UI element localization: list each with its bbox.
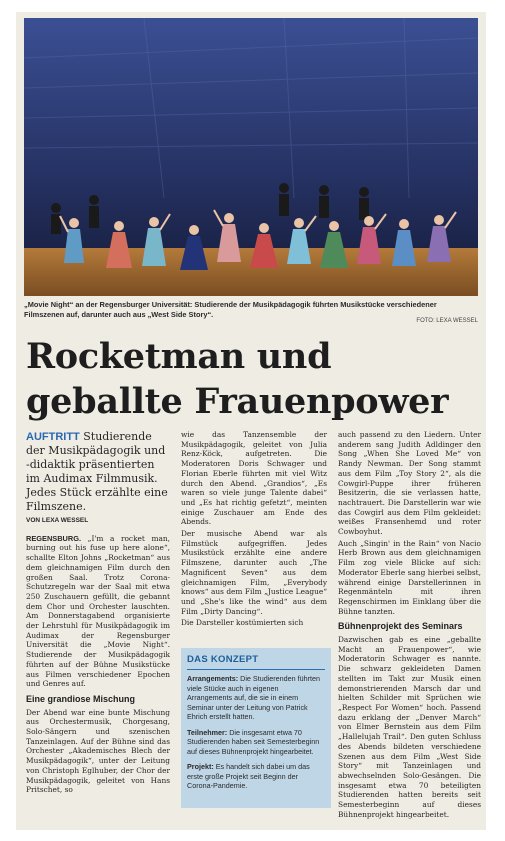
info-box-item xyxy=(181,674,331,722)
photo-caption: „Movie Night“ an der Regensburger Universität: Studierende der Musikpädagogik führten Musikstücke verschiedener Filmszenen auf, darunter auch aus „West Side Story“. xyxy=(24,300,437,319)
info-box-divider xyxy=(187,669,325,670)
body-paragraph: Der Abend war eine bunte Mischung aus Orchestermusik, Chorgesang, Solo-Sängern und szenischen Tanzeinlagen. Auf der Bühne sind das Orchester „Akademisches Blech der Musikpädagogik“, unter der Leitung von Christoph Eglhuber, der Chor der Musikpädagogik, geleitet von Hans Pritschet, so xyxy=(26,707,170,795)
info-box-text: Es handelt sich dabei um das erste große Projekt seit Beginn der Corona-Pandemie. xyxy=(187,762,310,790)
info-box-text: Die insgesamt etwa 70 Studierenden haben seit Semesterbeginn auf dieses Bühnenprojekt hingearbeitet. xyxy=(187,727,320,756)
body-paragraph: Dazwischen gab es eine „geballte Macht an Frauenpower“, wie Moderatorin Schwager es nannte. Die schwarz gekleideten Damen stellten im Takt zur Musik einen demonstrierenden Marsch dar und hielten Schilder mit Sprüchen wie „Respect For Women“ hoch. Passend dazu erklang der „Denver March“ von Elmer Bernstein aus dem Film „Hallelujah Trail“. Den guten Schluss des Abends bildeten verschiedene Szenen aus dem Film „West Side Story“ mit Tanzeinlagen und abwechselnden Solo-Gesängen. Die insgesamt etwa 70 beteiligten Studierenden hatten bereits seit Semesterbeginn auf dieses Bühnenprojekt hingearbeitet. xyxy=(338,635,481,819)
info-box-title: DAS KONZEPT xyxy=(187,654,259,665)
body-paragraph: Der musische Abend war als Filmstück aufgegriffen. Jedes Musikstück erzählte eine andere Filmszene, darunter auch „The Magnificent Seven“ aus dem gleichnamigen Film, „Everybody knows“ aus dem Film „Justice League“ und „She's like the wind“ aus dem Film „Dirty Dancing“. xyxy=(181,529,327,616)
subheading: Bühnenprojekt des Seminars xyxy=(338,621,463,632)
stage-photo-illustration xyxy=(24,18,478,296)
body-paragraph xyxy=(26,534,170,689)
info-box-item xyxy=(181,728,331,757)
info-box xyxy=(181,648,331,808)
article-column-2 xyxy=(181,430,327,630)
lead-kicker: AUFTRITT xyxy=(26,431,80,443)
body-paragraph: wie das Tanzensemble der Musikpädagogik, geleitet von Julia Renz-Köck, aufgetreten. Die Moderatoren Doris Schwager und Florian Eberle führten mit viel Witz durch den Abend. „Grandios“, „Es waren so viele junge Talente dabei“ und „Es hat richtig gefetzt“, meinten einige Zuschauer am Ende des Abends. xyxy=(181,430,327,527)
info-box-label: Arrangements: xyxy=(187,674,239,683)
body-paragraph: Die Darsteller kostümierten sich xyxy=(181,618,304,628)
body-paragraph: auch passend zu den Liedern. Unter anderem sang Judith Adldinger den Song „When She Loved Me“ von Randy Newman. Der Song stammt aus dem Film „Toy Story 2“, als die Cowgirl-Puppe ihrer früheren Besitzerin, die sie verlassen hatte, nachtrauert. Die Darstellerin war wie das Cowgirl aus dem Film gekleidet: weißes Fransenhemd und roter Cowboyhut. xyxy=(338,430,481,537)
lead-text: Studierende der Musikpädagogik und -didaktik präsentierten im Audimax Filmmusik. Jedes Stück erzählte eine Filmszene. xyxy=(26,430,168,513)
subheading: Eine grandiose Mischung xyxy=(26,693,136,704)
info-box-text: Die Studierenden führten viele Stücke auch in eigenen Arrangements auf, die sie in einem Seminar unter der Leitung von Patrick Ehrich erstellt hatten. xyxy=(187,674,321,721)
headline: Rocketman und geballte Frauenpower xyxy=(26,336,449,422)
body-text: „I'm a rocket man, burning out his fuse up here alone“, schallte Elton Johns „Rocketman“ aus dem gleichnamigen Film durch den großen Saal. Trotz Corona-Schutzregeln war der Saal mit etwa 250 Zuschauern gefüllt, die gebannt dem Chor und Orchester lauschten. Am Donnerstagabend organisierte der Lehrstuhl für Musikpädagogik im Audimax der Regensburger Universität die „Movie Night“. Studierende der Musikpädagogik führten auf der Bühne Musikstücke aus Filmen verschiedener Epochen und Genres auf. xyxy=(26,533,170,689)
stage-photo xyxy=(24,18,478,296)
article-column-1 xyxy=(26,430,170,797)
dateline: REGENSBURG. xyxy=(26,533,82,543)
byline: VON LEXA WESSEL xyxy=(26,517,89,524)
info-box-label: Projekt: xyxy=(187,762,214,771)
body-paragraph: Auch „Singin' in the Rain“ von Nacio Herb Brown aus dem gleichnamigen Film zog viele Blicke auf sich: Moderator Eberle sang hierbei selbst, während einige Darstellerinnen in Regenmänteln mit ihren Regenschirmen im Einklang über die Bühne tanzten. xyxy=(338,538,481,616)
photo-credit: FOTO: LEXA WESSEL xyxy=(416,318,478,324)
article-column-3 xyxy=(338,430,481,821)
info-box-label: Teilnehmer: xyxy=(187,727,228,737)
info-box-item xyxy=(181,762,331,791)
lead-paragraph xyxy=(26,430,170,514)
newspaper-clipping xyxy=(16,12,486,830)
